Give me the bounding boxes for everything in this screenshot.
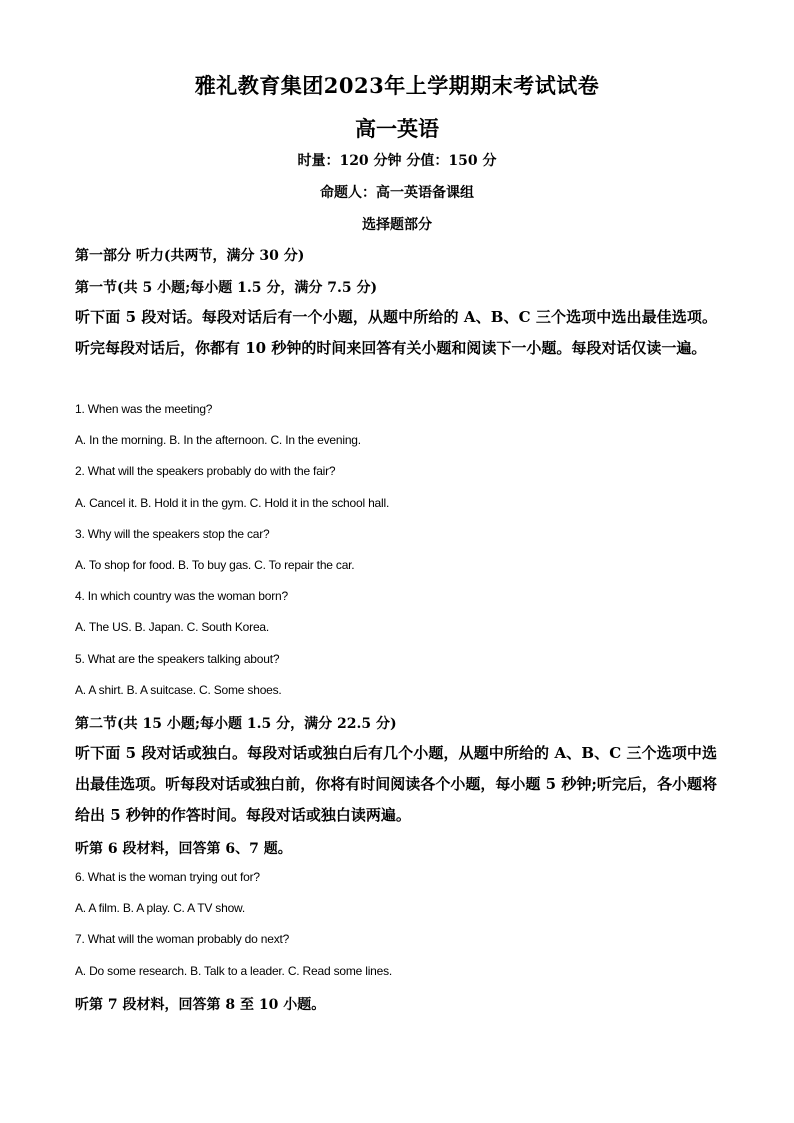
question-1: 1. When was the meeting? xyxy=(75,402,213,416)
section1-instructions: 听下面 5 段对话。每段对话后有一个小题，从题中所给的 A、B、C 三个选项中选出最佳选项。听完每段对话后，你都有 10 秒钟的时间来回答有关小题和阅读下一小题。每段对话仅读一遍。 xyxy=(75,308,717,357)
question-2: 2. What will the speakers probably do with the fair? xyxy=(75,464,336,478)
question-6-options: A. A film. B. A play. C. A TV show. xyxy=(75,901,245,915)
question-7-options: A. Do some research. B. Talk to a leader. C. Read some lines. xyxy=(75,964,393,978)
question-1-options: A. In the morning. B. In the afternoon. C. In the evening. xyxy=(75,433,361,447)
section-label: 选择题部分 xyxy=(362,217,432,233)
question-3-options: A. To shop for food. B. To buy gas. C. To repair the car. xyxy=(75,558,355,572)
section2-instructions: 听下面 5 段对话或独白。每段对话或独白后有几个小题，从题中所给的 A、B、C 三个选项中选出最佳选项。听每段对话或独白前，你将有时间阅读各个小题，每小题 5 秒钟;听完后，各小题将给出 5 秒钟的作答时间。每段对话或独白读两遍。 xyxy=(75,744,717,824)
exam-title: 雅礼教育集团2023年上学期期末考试试卷 xyxy=(194,73,600,98)
time-score-line: 时量：120 分钟 分值：150 分 xyxy=(297,153,497,169)
question-4: 4. In which country was the woman born? xyxy=(75,589,288,603)
section2-heading: 第二节(共 15 小题;每小题 1.5 分，满分 22.5 分) xyxy=(75,716,397,732)
question-5: 5. What are the speakers talking about? xyxy=(75,652,280,666)
exam-subtitle: 高一英语 xyxy=(355,116,439,141)
section1-heading: 第一节(共 5 小题;每小题 1.5 分，满分 7.5 分) xyxy=(75,280,378,296)
question-2-options: A. Cancel it. B. Hold it in the gym. C. Hold it in the school hall. xyxy=(75,496,390,510)
question-6: 6. What is the woman trying out for? xyxy=(75,870,260,884)
material6-heading: 听第 6 段材料，回答第 6、7 题。 xyxy=(75,841,292,857)
author-line: 命题人：高一英语备课组 xyxy=(320,185,474,201)
question-7: 7. What will the woman probably do next? xyxy=(75,932,290,946)
question-3: 3. Why will the speakers stop the car? xyxy=(75,527,270,541)
part1-heading: 第一部分 听力(共两节，满分 30 分) xyxy=(75,248,305,264)
question-5-options: A. A shirt. B. A suitcase. C. Some shoes. xyxy=(75,683,282,697)
material7-heading: 听第 7 段材料，回答第 8 至 10 小题。 xyxy=(75,997,326,1013)
question-4-options: A. The US. B. Japan. C. South Korea. xyxy=(75,620,270,634)
